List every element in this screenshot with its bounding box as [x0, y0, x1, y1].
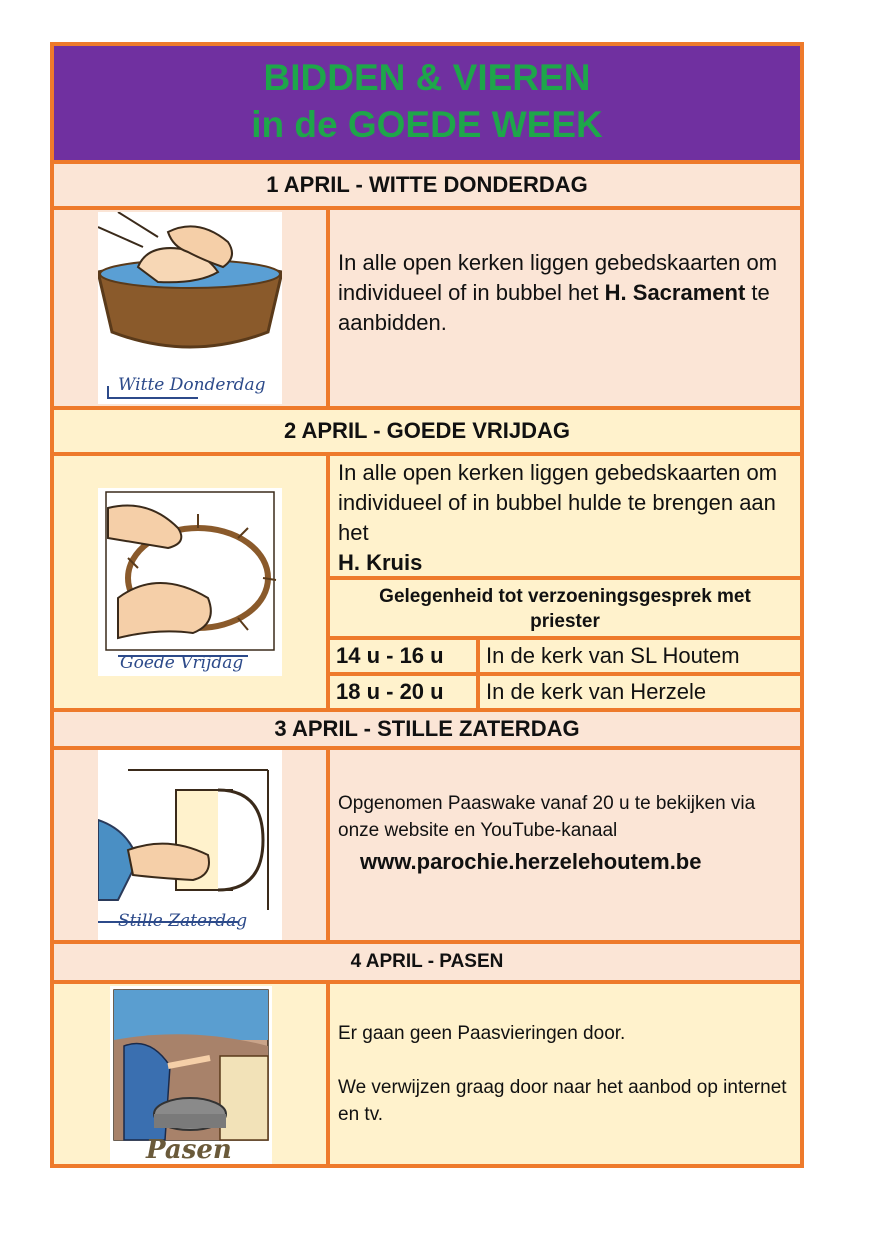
day-3-image-caption: Stille Zaterdag	[118, 911, 248, 931]
day-1-text: In alle open kerken liggen gebedskaarten om individueel of in bubbel het H. Sacrament te aanbidden.	[330, 210, 800, 406]
page-title	[54, 46, 800, 160]
slot-1-time: 14 u - 16 u	[330, 640, 476, 672]
day-4-header: 4 APRIL - PASEN	[54, 944, 800, 980]
tomb-stone-icon	[98, 750, 282, 940]
slot-2-time: 18 u - 20 u	[330, 676, 476, 708]
day-1-header: 1 APRIL - WITTE DONDERDAG	[54, 164, 800, 206]
day-2-header: 2 APRIL - GOEDE VRIJDAG	[54, 410, 800, 452]
day-2-image-cell	[54, 456, 326, 708]
day-4-image-caption: Pasen	[146, 1135, 232, 1164]
slot-1-place: In de kerk van SL Houtem	[480, 640, 800, 672]
day-3-image-cell	[54, 750, 326, 940]
title-line-1: BIDDEN & VIEREN	[263, 57, 591, 98]
day-3-text: Opgenomen Paaswake vanaf 20 u te bekijken via onze website en YouTube-kanaal www.parochie.herzelehoutem.be	[330, 750, 800, 940]
title-line-2: in de GOEDE WEEK	[251, 104, 603, 145]
day-4-text: Er gaan geen Paasvieringen door. We verwijzen graag door naar het aanbod op internet en tv.	[330, 984, 800, 1164]
crown-of-thorns-icon	[98, 488, 282, 676]
day-3-header: 3 APRIL - STILLE ZATERDAG	[54, 712, 800, 746]
empty-tomb-icon	[110, 986, 272, 1164]
foot-washing-icon	[98, 212, 282, 404]
day-2-image-caption: Goede Vrijdag	[120, 653, 244, 673]
slot-2-place: In de kerk van Herzele	[480, 676, 800, 708]
program-table	[50, 42, 804, 1168]
day-2-text: In alle open kerken liggen gebedskaarten om individueel of in bubbel hulde te brengen aan het H. Kruis	[330, 456, 800, 576]
day-1-image-caption: Witte Donderdag	[118, 375, 266, 395]
day-1-image-cell	[54, 210, 326, 406]
day-4-image-cell	[54, 984, 326, 1164]
website-link[interactable]: www.parochie.herzelehoutem.be	[360, 849, 702, 874]
confession-header: Gelegenheid tot verzoeningsgesprek met priester	[330, 580, 800, 636]
